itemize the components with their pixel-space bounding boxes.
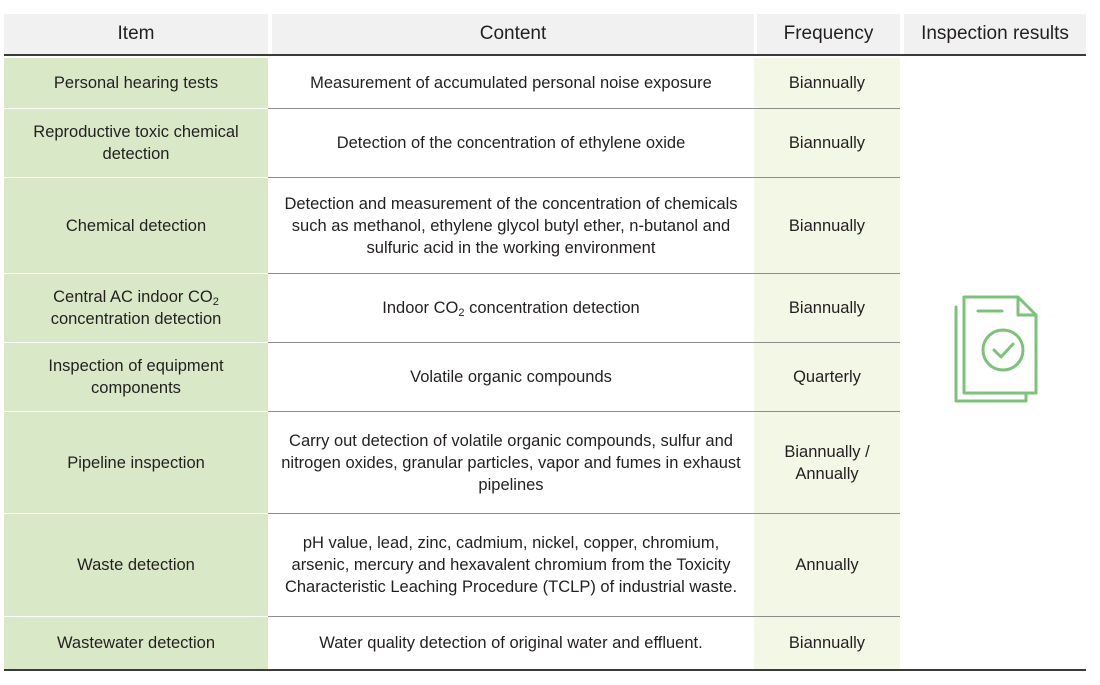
table-row — [4, 343, 900, 411]
table-row — [4, 178, 900, 273]
frequency-cell: Biannually — [754, 58, 900, 108]
header-content: Content — [272, 14, 754, 56]
content-cell: Water quality detection of original water and effluent. — [268, 617, 754, 669]
item-cell: Inspection of equipment components — [4, 343, 268, 411]
table-row — [4, 58, 900, 108]
table-row — [4, 514, 900, 616]
table-bottom-rule — [4, 669, 1086, 671]
content-cell — [268, 274, 754, 342]
content-cell: Measurement of accumulated personal noise exposure — [268, 58, 754, 108]
frequency-cell: Biannually — [754, 617, 900, 669]
table-row — [4, 109, 900, 177]
content-cell: pH value, lead, zinc, cadmium, nickel, copper, chromium, arsenic, mercury and hexavalent chromium from the Toxicity Characteristic Leaching Procedure (TCLP) of industrial waste. — [268, 514, 754, 616]
item-cell: Reproductive toxic chemical detection — [4, 109, 268, 177]
item-cell — [4, 274, 268, 342]
header-inspection-results: Inspection results — [904, 14, 1086, 56]
frequency-cell: Biannually / Annually — [754, 412, 900, 513]
frequency-cell: Biannually — [754, 274, 900, 342]
table-row — [4, 274, 900, 342]
frequency-cell: Biannually — [754, 178, 900, 273]
item-cell: Wastewater detection — [4, 617, 268, 669]
item-text: Central AC indoor $CO_2$ concentration detection — [50, 288, 222, 328]
frequency-cell: Annually — [754, 514, 900, 616]
item-cell: Chemical detection — [4, 178, 268, 273]
item-cell: Personal hearing tests — [4, 58, 268, 108]
content-cell: Carry out detection of volatile organic compounds, sulfur and nitrogen oxides, granular particles, vapor and fumes in exhaust pipelines — [268, 412, 754, 513]
item-cell: Waste detection — [4, 514, 268, 616]
header-item: Item — [4, 14, 268, 56]
item-cell: Pipeline inspection — [4, 412, 268, 513]
table-row — [4, 412, 900, 513]
content-cell: Detection and measurement of the concentration of chemicals such as methanol, ethylene glycol butyl ether, n-butanol and sulfuric acid in the working environment — [268, 178, 754, 273]
content-text: Indoor $CO_2$ concentration detection — [382, 299, 640, 319]
header-frequency: Frequency — [757, 14, 900, 56]
table-row — [4, 617, 900, 669]
document-check-icon — [948, 293, 1040, 407]
content-cell: Volatile organic compounds — [268, 343, 754, 411]
frequency-cell: Biannually — [754, 109, 900, 177]
content-cell: Detection of the concentration of ethylene oxide — [268, 109, 754, 177]
frequency-cell: Quarterly — [754, 343, 900, 411]
